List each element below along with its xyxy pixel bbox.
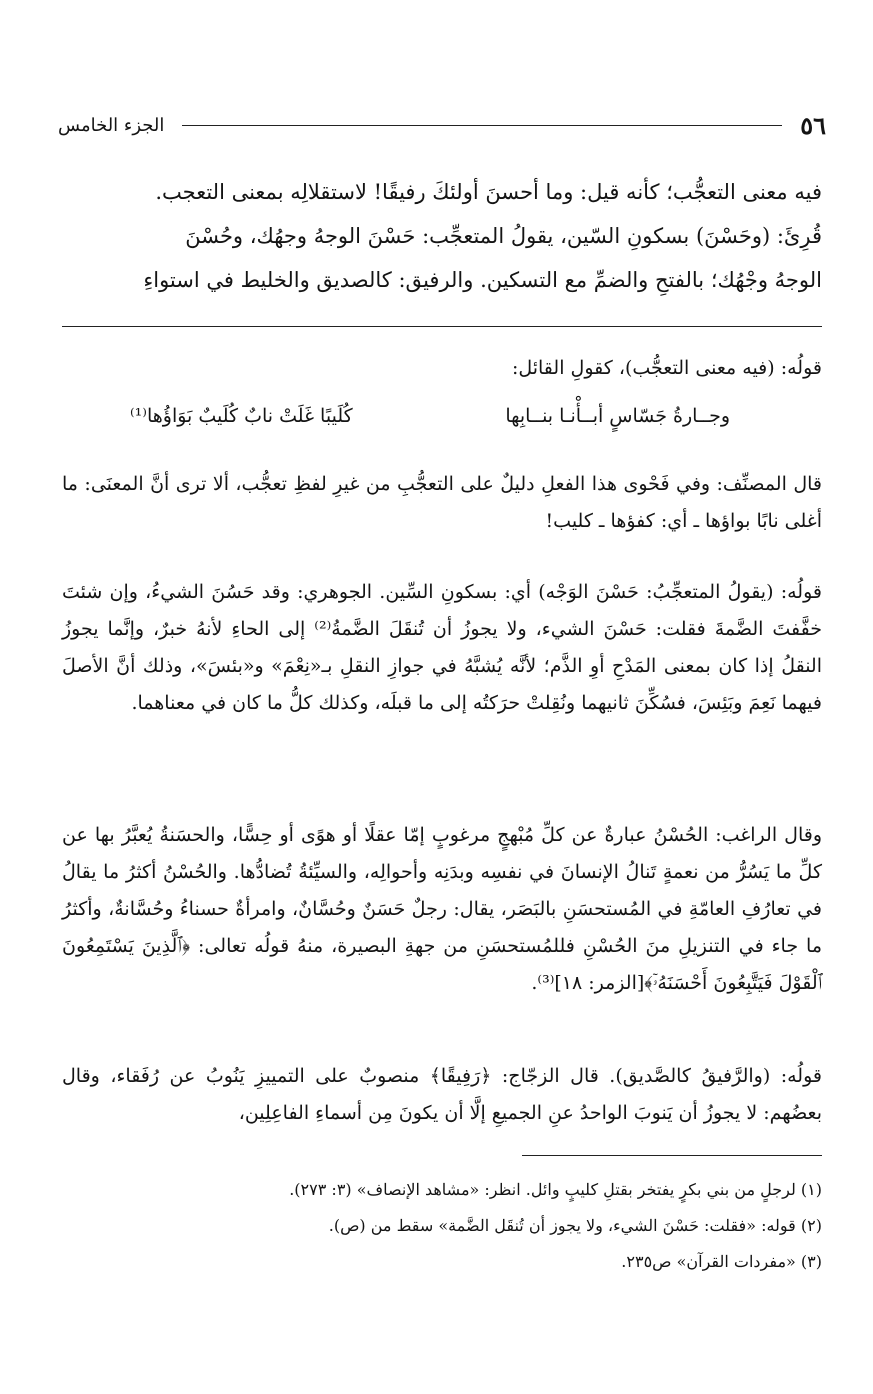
commentary-paragraph-4: وقال الراغب: الحُسْنُ عبارةٌ عن كلِّ مُبْهجٍ مرغوبٍ إمّا عقلًا أو هوًى أو حِسًّا، والحسَنةُ يُعبَّرُ بها عن كلِّ ما يَسُرُّ من نعمةٍ تَنالُ الإنسانَ في نفسِه وبدَنِه وأحوالِه، والسيِّئةُ تُضادُّها. والحُسْنُ أكثرُ ما يقالُ في تعارُفِ العامّةِ في المُستحسَنِ بالبَصَر، يقال: رجلٌ حَسَنٌ وحُسَّانٌ، وامرأةٌ حسناءُ وحُسَّانةٌ، وأكثرُ ما جاء في التنزيلِ منَ الحُسْنِ فللمُستحسَنِ من جهةِ البصيرة، منهُ قولُه تعالى: ﴿ٱلَّذِينَ يَسْتَمِعُونَ ٱلْقَوْلَ فَيَتَّبِعُونَ أَحْسَنَهُۥٓ﴾[الزمر: ١٨]⁽³⁾. — [62, 824, 822, 994]
verse-second-hemistich: كُلَيبًا غَلَتْ نابٌ كُلَيبٌ بَوَاؤُها⁽¹⁾ — [130, 405, 353, 427]
main-commentary-separator — [62, 326, 822, 327]
main-text-line-2: قُرِئَ: (وحَسْنَ) بسكونِ السّين، يقولُ المتعجِّب: حَسْنَ الوجهُ وجهُك، وحُسْنَ — [185, 224, 822, 248]
footnote-separator — [522, 1155, 822, 1156]
main-text-line-3: الوجهُ وجْهُك؛ بالفتحِ والضمِّ مع التسكين. والرفيق: كالصديق والخليط في استواءِ — [143, 268, 822, 292]
page-header — [58, 110, 826, 140]
commentary-paragraph-3: قولُه: (يقولُ المتعجِّبُ: حَسْنَ الوَجْه) أي: بسكونِ السِّين. الجوهري: وقد حَسُنَ الشيءُ، وإن شئتَ خفَّفتَ الضَّمةَ فقلت: حَسْنَ الشيء، ولا يجوزُ أن تُنقَلَ الضَّمةُ⁽²⁾ إلى الحاءِ لأنهُ خبرٌ، وإنَّما يجوزُ النقلُ إذا كان بمعنى المَدْحِ أوِ الذَّم؛ لأنَّه يُشبَّهُ في جوازِ النقلِ بـ«نِعْمَ» و«بئسَ»، وذلك أنَّ الأصلَ فيهما نَعِمَ وبَئِسَ، فسُكِّنَ ثانيهما ونُقِلتْ حرَكتُه إلى ما قبلَه، وكذلك كلُّ ما كان في معناهما. — [62, 581, 823, 714]
main-text-line-1: فيه معنى التعجُّب؛ كأنه قيل: وما أحسنَ أولئكَ رفيقًا! لاستقلالِه بمعنى التعجب. — [155, 180, 822, 204]
commentary-paragraph-5: قولُه: (والرَّفيقُ كالصَّديق). قال الزجّاج: ﴿رَفِيقًا﴾ منصوبٌ على التمييزِ يَنُوبُ عن رُفَقاء، وقال بعضُهم: لا يجوزُ أن يَنوبَ الواحدُ عنِ الجميعِ إلَّا أن يكونَ مِن أسماءِ الفاعِلِين، — [62, 1065, 822, 1124]
running-title: الجزء الخامس — [58, 114, 165, 136]
verse-first-hemistich: وجــارةُ جَسّاسٍ أبــأْنـا بنــابِها — [505, 405, 730, 427]
page-number: ٥٦ — [800, 110, 826, 140]
footnote-2: (٢) قوله: «فقلت: حَسْنَ الشيء، ولا يجوز أن تُنقَل الضَّمة» سقط من (ص). — [328, 1216, 822, 1235]
footnote-3: (٣) «مفردات القرآن» ص٢٣٥. — [621, 1252, 822, 1271]
commentary-paragraph-2: قال المصنِّف: وفي فَحْوى هذا الفعلِ دليلٌ على التعجُّبِ من غيرِ لفظِ تعجُّب، ألا ترى أنَّ المعنَى: ما أغلى نابًا بواؤها ـ أي: كفؤها ـ كليب! — [62, 473, 822, 532]
poetry-verse — [130, 405, 730, 427]
commentary-intro: قولُه: (فيه معنى التعجُّب)، كقولِ القائل: — [511, 357, 822, 379]
main-text — [62, 170, 822, 302]
header-rule — [182, 125, 782, 126]
footnote-1: (١) لرجلٍ من بني بكرٍ يفتخر بقتلِ كليبٍ وائل. انظر: «مشاهد الإنصاف» (٣: ٢٧٣). — [289, 1180, 822, 1199]
